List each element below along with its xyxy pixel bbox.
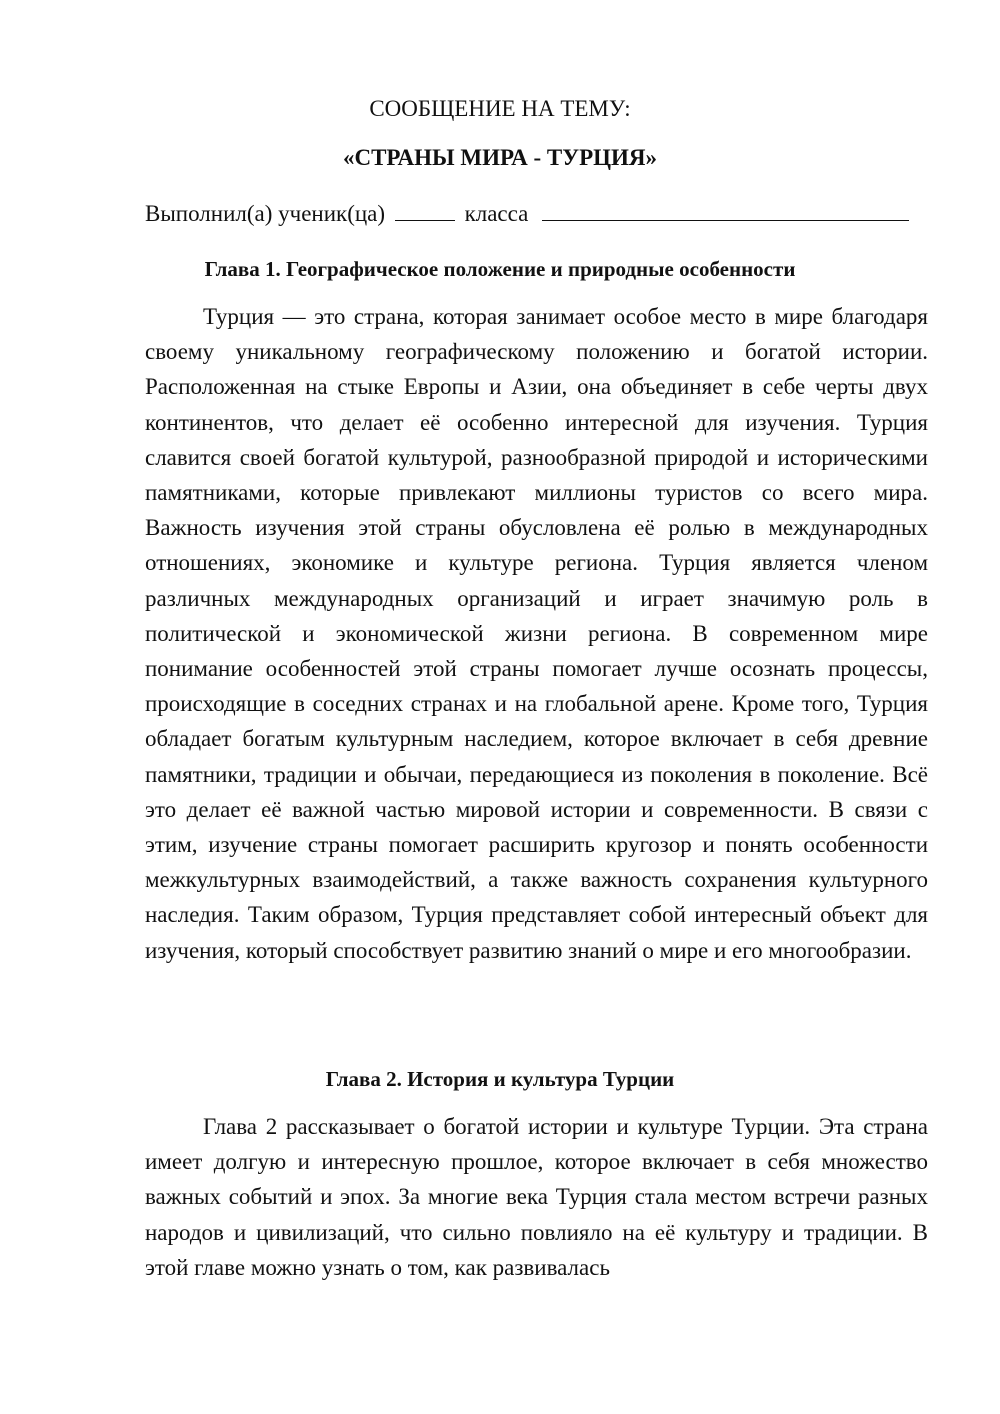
author-line [145, 198, 935, 229]
document-title-line2: «СТРАНЫ МИРА - ТУРЦИЯ» [342, 145, 658, 170]
chapter-2-paragraph: Глава 2 рассказывает о богатой истории и культуре Турции. Эта страна имеет долгую и интересную прошлое, которое включает в себя множество важных событий и эпох. За многие века Турция стала местом встречи разных народов и цивилизаций, что сильно повлияло на её культуру и традиции. В этой главе можно узнать о том, как развивалась [145, 1114, 928, 1280]
grade-blank [395, 198, 455, 221]
chapter-1-paragraph: Турция — это страна, которая занимает особое место в мире благодаря своему уникальному географическому положению и богатой истории. Расположенная на стыке Европы и Азии, она объединяет в себе черты двух континентов, что делает её особенно интересной для изучения. Турция славится своей богатой культурой, разнообразной природой и историческими памятниками, которые привлекают миллионы туристов со всего мира. Важность изучения этой страны обусловлена её ролью в международных отношениях, экономике и культуре региона. Турция является членом различных международных организаций и играет значимую роль в политической и экономической жизни региона. В современном мире понимание особенностей этой страны помогает лучше осознать процессы, происходящие в соседних странах и на глобальной арене. Кроме того, Турция обладает богатым культурным наследием, которое включает в себя древние памятники, традиции и обычаи, передающиеся из поколения в поколение. Всё это делает её важной частью мировой истории и современности. В связи с этим, изучение страны помогает расширить кругозор и понять особенности межкультурных взаимодействий, а также важность сохранения культурного наследия. Таким образом, Турция представляет собой интересный объект для изучения, который способствует развитию знаний о мире и его многообразии. [145, 304, 928, 963]
author-prefix: Выполнил(а) ученик(ца) [145, 201, 386, 226]
author-class-label: класса [464, 201, 529, 226]
document-title-line1: СООБЩЕНИЕ НА ТЕМУ: [369, 96, 631, 121]
chapter-2-heading: Глава 2. История и культура Турции [325, 1067, 675, 1091]
chapter-1-heading: Глава 1. Географическое положение и природные особенности [204, 257, 796, 281]
name-blank [542, 198, 909, 221]
